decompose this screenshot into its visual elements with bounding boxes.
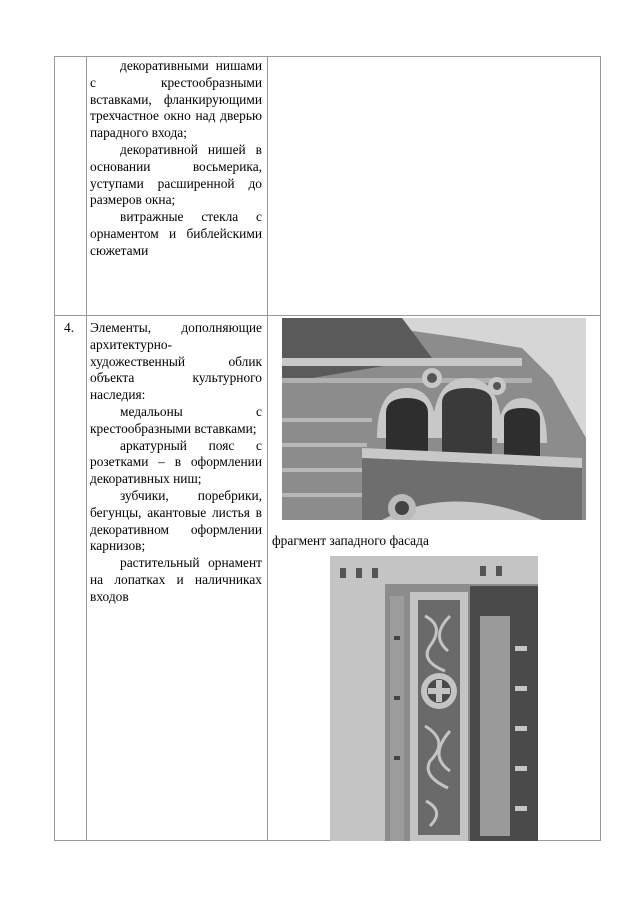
table-border-right — [600, 56, 601, 841]
row4-intro: Элементы, дополняющие архитектурно-художественный облик объекта культурного наследия: — [90, 320, 262, 403]
ornament-photo-graphic — [330, 556, 538, 841]
row4-item: зубчики, поребрики, бегунцы, акантовые листья в декоративном оформлении карнизов; — [90, 487, 262, 554]
row4-item: аркатурный пояс с розетками – в оформлении декоративных ниш; — [90, 437, 262, 487]
table-border-top — [54, 56, 601, 57]
prev-row-description — [90, 58, 262, 260]
facade-photo-graphic — [282, 318, 586, 520]
row4-description — [90, 320, 262, 606]
pilaster-ornament-photo — [330, 556, 538, 841]
table-border-col2 — [267, 56, 268, 841]
table-row-divider — [54, 315, 601, 316]
table-border-left — [54, 56, 55, 841]
table-border-col1 — [86, 56, 87, 841]
prev-row-paragraph: декоративной нишей в основании восьмерика, уступами расширенной до размеров окна; — [90, 141, 262, 208]
photo1-caption: фрагмент западного фасада — [272, 533, 429, 548]
row4-item: растительный орнамент на лопатках и наличниках входов — [90, 555, 262, 604]
row4-item: медальоны с крестообразными вставками; — [90, 403, 262, 436]
western-facade-photo — [282, 318, 586, 520]
prev-row-paragraph: декоративными нишами с крестообразными вставками, фланкирующими трехчастное окно над дверью парадного входа; — [90, 58, 262, 141]
prev-row-paragraph: витражные стекла с орнаментом и библейскими сюжетами — [90, 209, 262, 258]
row-number: 4. — [64, 320, 75, 335]
